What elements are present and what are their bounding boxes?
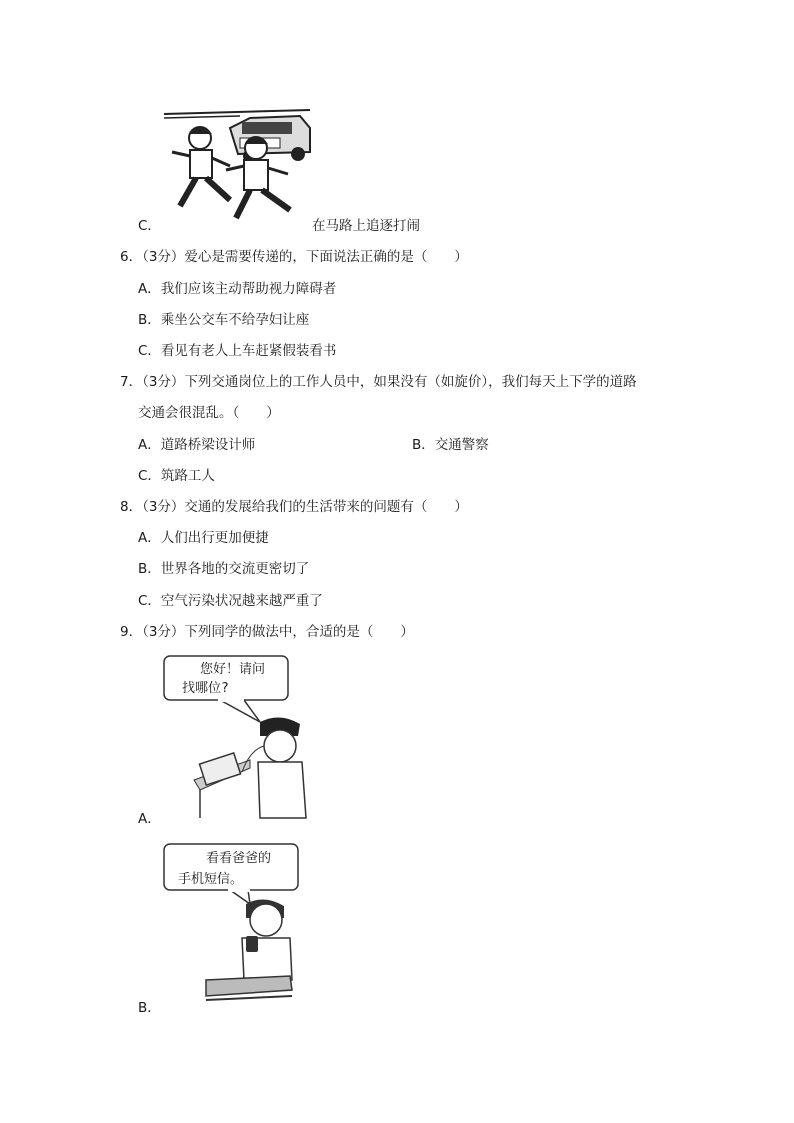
q7-stem-line2: 交通会很混乱。（ ） [138,405,280,421]
q7-stem-line1: 7．（3分）下列交通岗位上的工作人员中，如果没有（如旋价），我们每天上下学的道路 [120,374,637,390]
q6-stem: 6．（3分）爱心是需要传递的，下面说法正确的是（ ） [120,249,468,265]
q9-stem: 9．（3分）下列同学的做法中，合适的是（ ） [120,624,414,640]
q9-option-b-label[interactable]: B． [138,1000,161,1016]
q5-option-c-illustration [160,108,312,226]
q9-option-b-bubble-line2: 手机短信。 [178,872,244,887]
q9-option-b-bubble-line1: 看看爸爸的 [206,851,272,866]
q7-option-c[interactable]: C．筑路工人 [138,468,215,484]
q8-stem: 8．（3分）交通的发展给我们的生活带来的问题有（ ） [120,499,468,515]
q8-option-c[interactable]: C．空气污染状况越来越严重了 [138,593,323,609]
q6-option-c[interactable]: C．看见有老人上车赶紧假装看书 [138,343,337,359]
q6-option-b[interactable]: B．乘坐公交车不给孕妇让座 [138,312,310,328]
q5-option-c-text: 在马路上追逐打闹 [312,218,420,234]
q7-option-b[interactable]: B．交通警察 [412,437,489,453]
q8-option-b[interactable]: B．世界各地的交流更密切了 [138,561,310,577]
q9-option-a-bubble-line1: 您好！请问 [200,662,266,677]
q9-option-a-bubble-line2: 找哪位? [182,681,229,696]
q9-option-a-label[interactable]: A． [138,811,161,827]
q8-option-a[interactable]: A．人们出行更加便捷 [138,530,269,546]
q5-option-c-label[interactable]: C． [138,218,161,234]
q7-option-a[interactable]: A．道路桥梁设计师 [138,437,256,453]
q6-option-a[interactable]: A．我们应该主动帮助视力障碍者 [138,281,337,297]
